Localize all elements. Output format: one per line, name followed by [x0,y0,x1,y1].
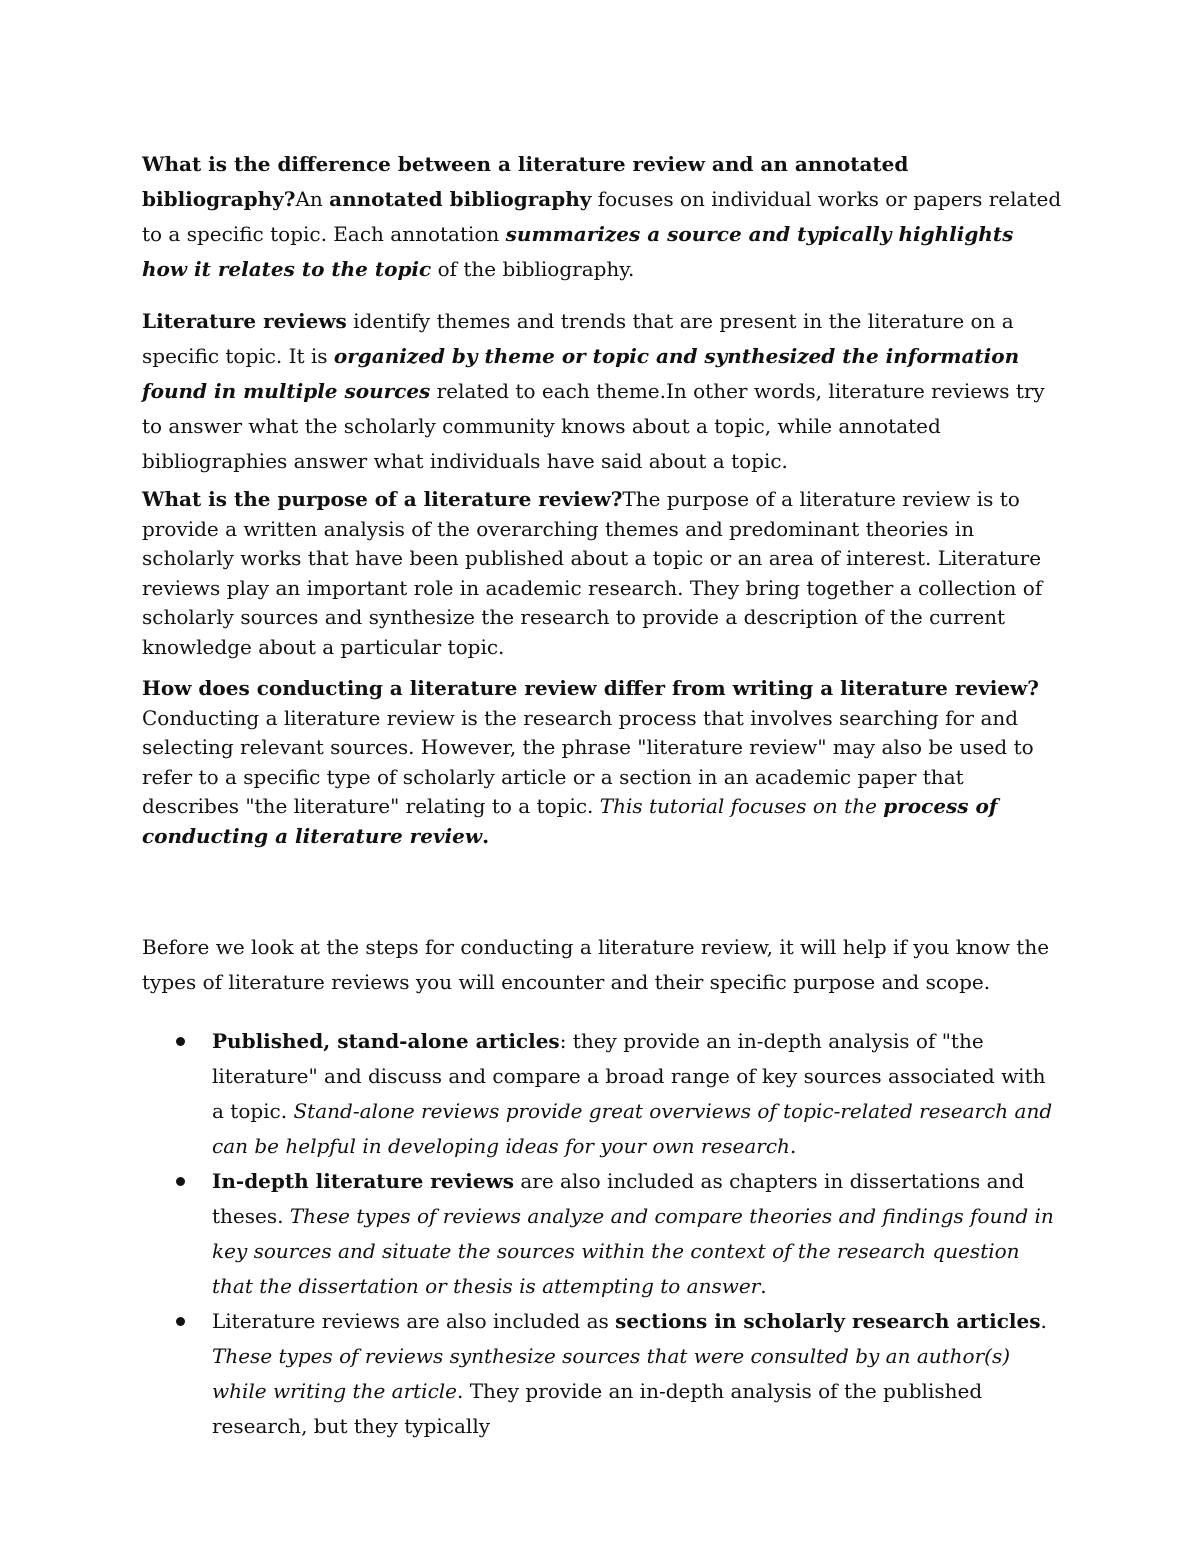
review-types-list [142,1024,1062,1444]
list-item: Literature reviews are also included as sections in scholarly research articles. These types of reviews synthesize sources that were consulted by an author(s) while writing the article. They provide an in-depth analysis of the published research, but they typically [142,1304,1062,1444]
question-heading: How does conducting a literature review differ from writing a literature review? [142,676,1039,700]
question-heading: What is the difference between a literature review and an annotated bibliography? [142,152,909,211]
paragraph-intro-types: Before we look at the steps for conducting a literature review, it will help if you know the types of literature reviews you will encounter and their specific purpose and scope. [142,935,1050,994]
bullet-icon [176,1177,185,1186]
paragraph-literature-reviews: Literature reviews identify themes and trends that are present in the literature on a specific topic. It is organized by theme or topic and synthesized the information found in multiple sources related to each theme.In other words, literature reviews try to answer what the scholarly community knows about a topic, while annotated bibliographies answer what individuals have said about a topic. [142,309,1045,473]
document-page [142,147,1062,1444]
question-heading: What is the purpose of a literature review? [142,487,623,511]
bullet-icon [176,1317,185,1326]
bullet-icon [176,1037,185,1046]
emphasis-text: process of conducting a literature review [142,794,998,848]
paragraph-annotated-bibliography: What is the difference between a literature review and an annotated bibliography?An annotated bibliography focuses on individual works or papers related to a specific topic. Each annotation summarizes a source and typically highlights how it relates to the topic of the bibliography. [142,152,1062,281]
term-literature-reviews: Literature reviews [142,309,347,333]
emphasis-text: summarizes a source and typically highlights how it relates to the topic [142,222,1014,281]
list-item: Published, stand-alone articles: they provide an in-depth analysis of "the literature" and discuss and compare a broad range of key sources associated with a topic. Stand-alone reviews provide great overviews of topic-related research and can be helpful in developing ideas for your own research. [142,1024,1062,1164]
paragraph-purpose: What is the purpose of a literature review?The purpose of a literature review is to provide a written analysis of the overarching themes and predominant theories in scholarly works that have been published about a topic or an area of interest. Literature reviews play an important role in academic research. They bring together a collection of scholarly sources and synthesize the research to provide a description of the current knowledge about a particular topic. [142,487,1043,659]
list-item: In-depth literature reviews are also included as chapters in dissertations and theses. These types of reviews analyze and compare theories and findings found in key sources and situate the sources within the context of the research question that the dissertation or thesis is attempting to answer. [142,1164,1062,1304]
emphasis-text: organized by theme or topic and synthesized the information found in multiple sources [142,344,1020,403]
term-annotated-bibliography: annotated bibliography [329,187,592,211]
paragraph-conducting-vs-writing: How does conducting a literature review differ from writing a literature review?Conducting a literature review is the research process that involves searching for and selecting relevant sources. However, the phrase "literature review" may also be used to refer to a specific type of scholarly article or a section in an academic paper that describes "the literature" relating to a topic. This tutorial focuses on the process of conducting a literature review. [142,676,1039,848]
